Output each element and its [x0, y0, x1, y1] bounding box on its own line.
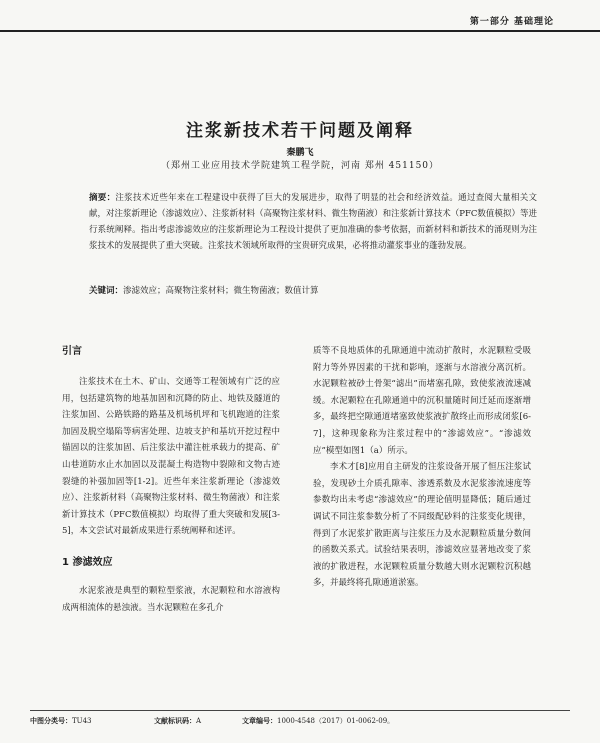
keywords — [89, 284, 537, 298]
clc-number: 中图分类号：TU43 — [30, 717, 92, 725]
section-1-paragraph-continued: 质等不良地质体的孔隙通道中流动扩散时，水泥颗粒受吸附力等外界因素的干扰和影响，逐渐与水溶液分离沉析。水泥颗粒被砂土骨架“滤出”而堵塞孔隙，致使浆液流速减缓。水泥颗粒在孔隙通道中的沉积量随时间迁延而逐渐增多，最终把空隙通道堵塞致使浆液扩散终止而形成闭浆[6-7]，这种现象称为注浆过程中的“渗滤效应”。“渗滤效应”模型如图1（a）所示。 — [313, 346, 531, 456]
running-head — [0, 10, 600, 32]
right-column — [313, 343, 531, 592]
left-column — [62, 343, 280, 616]
keywords-label: 关键词： — [89, 286, 124, 296]
intro-heading: 引言 — [62, 346, 82, 357]
footer-rule — [30, 710, 570, 711]
abstract-label: 摘要： — [89, 193, 116, 203]
keywords-text: 渗滤效应；高聚物注浆材料；微生物菌液；数值计算 — [123, 286, 319, 296]
section-1-heading: 1 渗滤效应 — [62, 556, 113, 568]
abstract — [89, 190, 537, 254]
intro-paragraph: 注浆技术在土木、矿山、交通等工程领域有广泛的应用，包括建筑物的地基加固和沉降的防止、地铁及隧道的注浆加固、公路铁路的路基及机场机坪和飞机跑道的注浆加固及脱空塌陷等病害处理、边坡支护和基坑开挖过程中锚固以的注浆加固、后注浆法中灌注桩承载力的提高、矿山巷道防水止水加固以及混凝土构造物中裂隙和文物古迹裂缝的补强加固等[1-2]。近些年来注浆新理论（渗滤效应）、注浆新材料（高聚物注浆材料、微生物菌液）和注浆新计算技术（PFC数值模拟）均取得了重大突破和发展[3-5]，本文尝试对最新成果进行系统阐释和述评。 — [62, 377, 280, 537]
section-1-paragraph-start: 水泥浆液是典型的颗粒型浆液，水泥颗粒和水溶液构成两相流体的悬浊液。当水泥颗粒在多孔介 — [62, 585, 280, 613]
abstract-text: 注浆技术近些年来在工程建设中获得了巨大的发展进步，取得了明显的社会和经济效益。通过查阅大量相关文献，对注浆新理论（渗滤效应）、注浆新材料（高聚物注浆材料、微生物菌液）和注浆新计算技术（PFC数值模拟）等进行系统阐释。指出考虑渗滤效应的注浆新理论为工程设计提供了更加准确的参考依据，而新材料和新技术的涌现则为注浆技术的发展提供了重大突破。注浆技术领域所取得的宝贵研究成果，必将推动灌浆事业的蓬勃发展。 — [89, 193, 537, 251]
header-rule — [0, 30, 600, 32]
running-head-label: 第一部分 基础理论 — [469, 17, 554, 27]
footer — [30, 710, 570, 726]
author-name: 秦鹏飞 — [286, 148, 314, 158]
author-affiliation: （郑州工业应用技术学院建筑工程学院，河南 郑州 451150） — [160, 161, 440, 171]
article-number: 文章编号：1000-4548（2017）01-0062-09。 — [242, 717, 395, 725]
document-code: 文献标识码：A — [154, 717, 202, 725]
section-1-paragraph-2: 李术才[8]应用自主研发的注浆设备开展了恒压注浆试验，发现砂土介质孔隙率、渗透系数及水泥浆渗流速度等参数均出未考虑“渗滤效应”的理论值明显降低；随后通过调试不同注浆参数分析了不同级配砂料的注浆变化规律，得到了水泥浆扩散距离与注浆压力及水泥颗粒质量分数间的函数关系式。试验结果表明，渗滤效应显著地改变了浆液的扩散进程，水泥颗粒质量分数越大则水泥颗粒沉积越多，并最终将孔隙通道淤塞。 — [313, 462, 531, 589]
paper-title: 注浆新技术若干问题及阐释 — [186, 121, 414, 141]
